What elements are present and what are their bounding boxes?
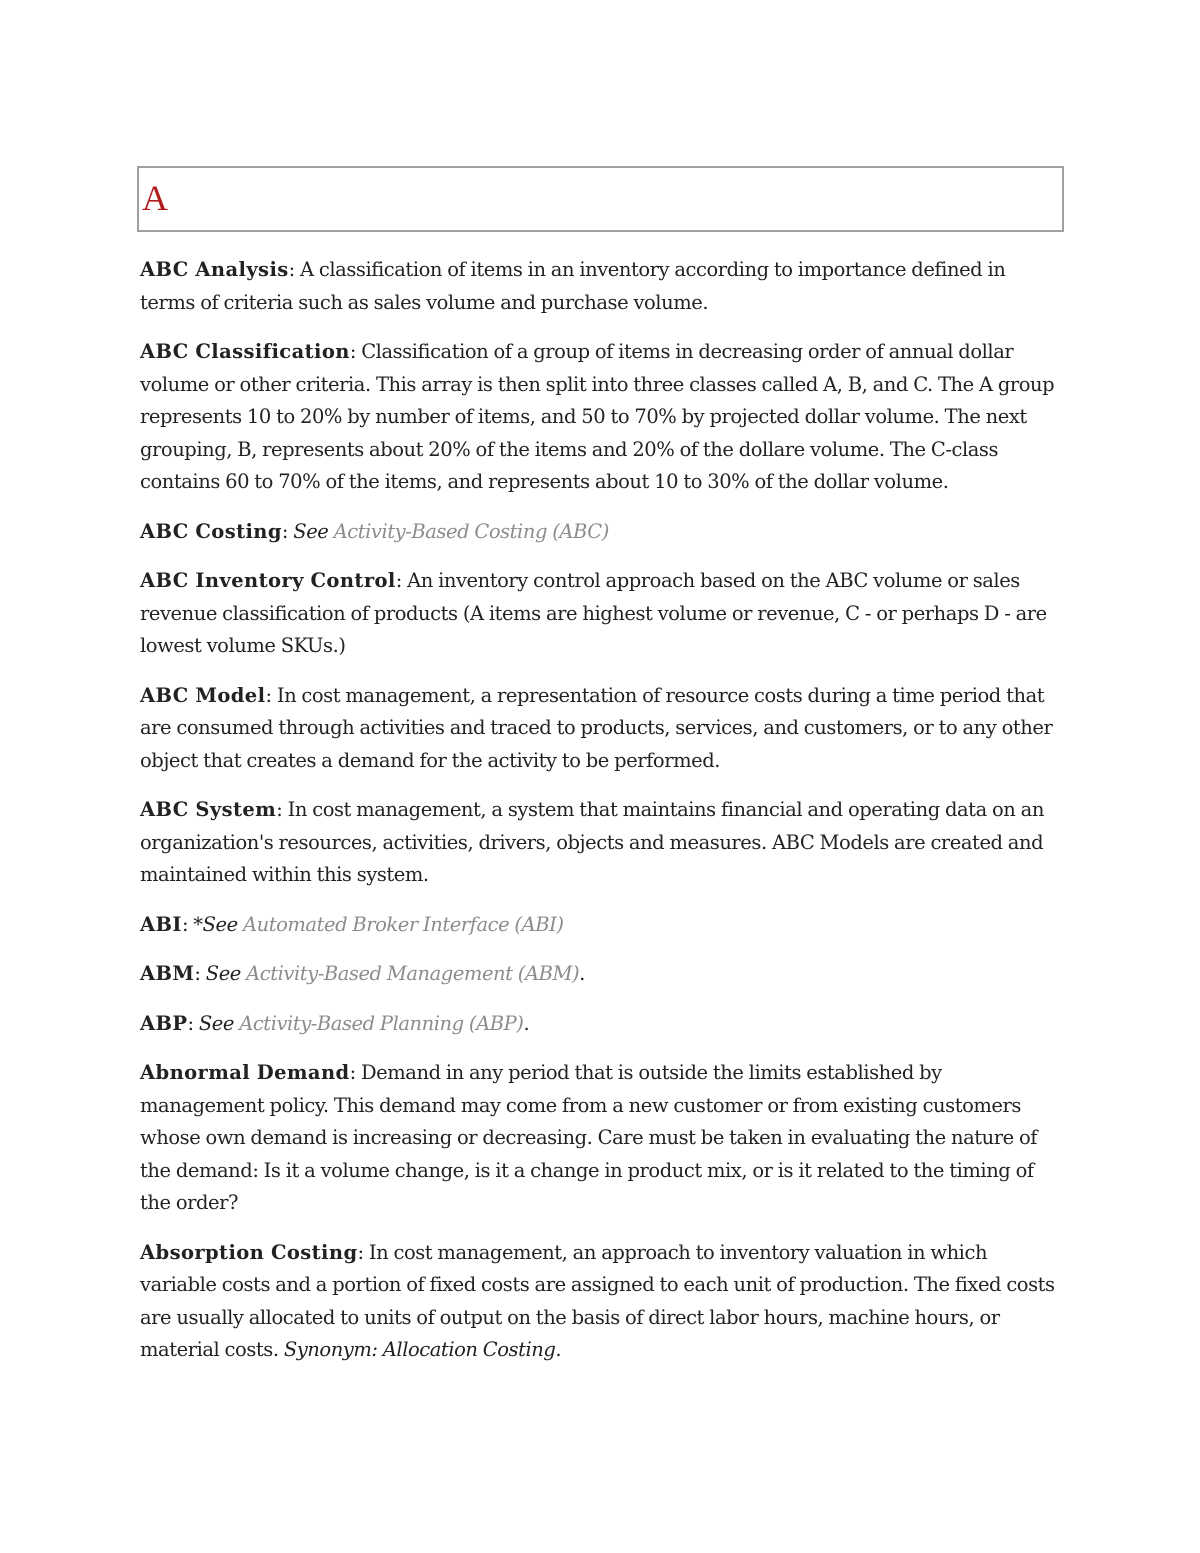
section-letter: A [142,178,168,218]
entry-colon: : [395,569,408,592]
entry-colon: : [281,519,294,543]
glossary-entry-abm [140,958,1064,991]
entry-term: ABC Costing [140,519,282,543]
entry-term: Abnormal Demand [140,1061,350,1084]
see-label: See [198,1011,240,1035]
glossary-entry-abnormal-demand [140,1057,1064,1220]
entry-synonym: Synonym: Allocation Costing [283,1338,556,1361]
entry-term: ABP [140,1011,188,1035]
entry-colon: : * [181,912,203,936]
entry-term: ABC Model [140,683,266,707]
entry-definition: A classification of items in an inventory according to importance defined in terms of criteria such as sales volume and purchase volume. [140,258,1006,314]
glossary-entry-absorption-costing [140,1237,1064,1367]
entry-tail: . [579,962,585,985]
entry-definition: Classification of a group of items in decreasing order of annual dollar volume or other criteria. This array is then split into three classes called A, B, and C. The A group represents 10 to 20% by number of items, and 50 to 70% by projected dollar volume. The next grouping, B, represents about 20% of the items and 20% of the dollare volume. The C-class contains 60 to 70% of the items, and represents about 10 to 30% of the dollar volume. [140,340,1055,493]
entry-term: ABI [140,912,182,936]
entry-colon: : [187,1011,199,1035]
entry-definition: An inventory control approach based on the ABC volume or sales revenue classification of products (A items are highest volume or revenue, C - or perhaps D - are lowest volume SKUs.) [140,569,1047,657]
glossary-entry-abp [140,1008,1064,1041]
entry-term: ABC Analysis [140,258,289,281]
see-label: See [293,519,334,543]
entry-colon: : [194,962,206,985]
entry-colon: : [349,340,362,363]
entry-definition: In cost management, an approach to inventory valuation in which variable costs and a portion of fixed costs are assigned to each unit of production. The fixed costs are usually allocated to units of output on the basis of direct labor hours, machine hours, or material costs. [140,1240,1055,1361]
entry-term: ABC Inventory Control [140,569,396,592]
see-label: See [202,912,243,936]
cross-reference-link[interactable]: Activity-Based Costing (ABC) [333,519,609,543]
entry-colon: : [288,258,301,281]
entry-colon: : [265,683,277,707]
glossary-entry-abc-costing [140,516,1064,549]
glossary-entry-abc-inventory-control [140,565,1064,663]
entry-definition: In cost management, a system that maintains financial and operating data on an organization's resources, activities, drivers, objects and measures. ABC Models are created and maintained within this system. [140,798,1044,886]
glossary-entry-abc-model [140,680,1064,778]
entry-term: ABC Classification [140,340,350,363]
glossary-entries [140,254,1064,1367]
entry-definition: In cost management, a representation of resource costs during a time period that are consumed through activities and traced to products, services, and customers, or to any other object that creates a demand for the activity to be performed. [140,683,1053,772]
entry-term: Absorption Costing [140,1240,358,1264]
entry-term: ABM [140,962,195,985]
entry-definition: Demand in any period that is outside the limits established by management policy. This demand may come from a new customer or from existing customers whose own demand is increasing or decreasing. Care must be taken in evaluating the nature of the demand: Is it a volume change, is it a change in product mix, or is it related to the timing of the order? [140,1061,1038,1214]
entry-colon: : [357,1240,369,1264]
glossary-entry-abc-classification [140,336,1064,499]
glossary-entry-abi [140,909,1064,942]
cross-reference-link[interactable]: Automated Broker Interface (ABI) [242,912,564,936]
entry-term: ABC System [140,798,277,821]
entry-tail: . [555,1338,562,1361]
entry-tail: . [523,1011,530,1035]
section-header-box [137,166,1064,232]
entry-colon: : [276,798,288,821]
see-label: See [205,962,247,985]
glossary-entry-abc-system [140,794,1064,892]
glossary-page [140,166,1064,1384]
glossary-entry-abc-analysis [140,254,1064,319]
cross-reference-link[interactable]: Activity-Based Management (ABM) [246,962,580,985]
entry-colon: : [349,1061,361,1084]
cross-reference-link[interactable]: Activity-Based Planning (ABP) [239,1011,524,1035]
